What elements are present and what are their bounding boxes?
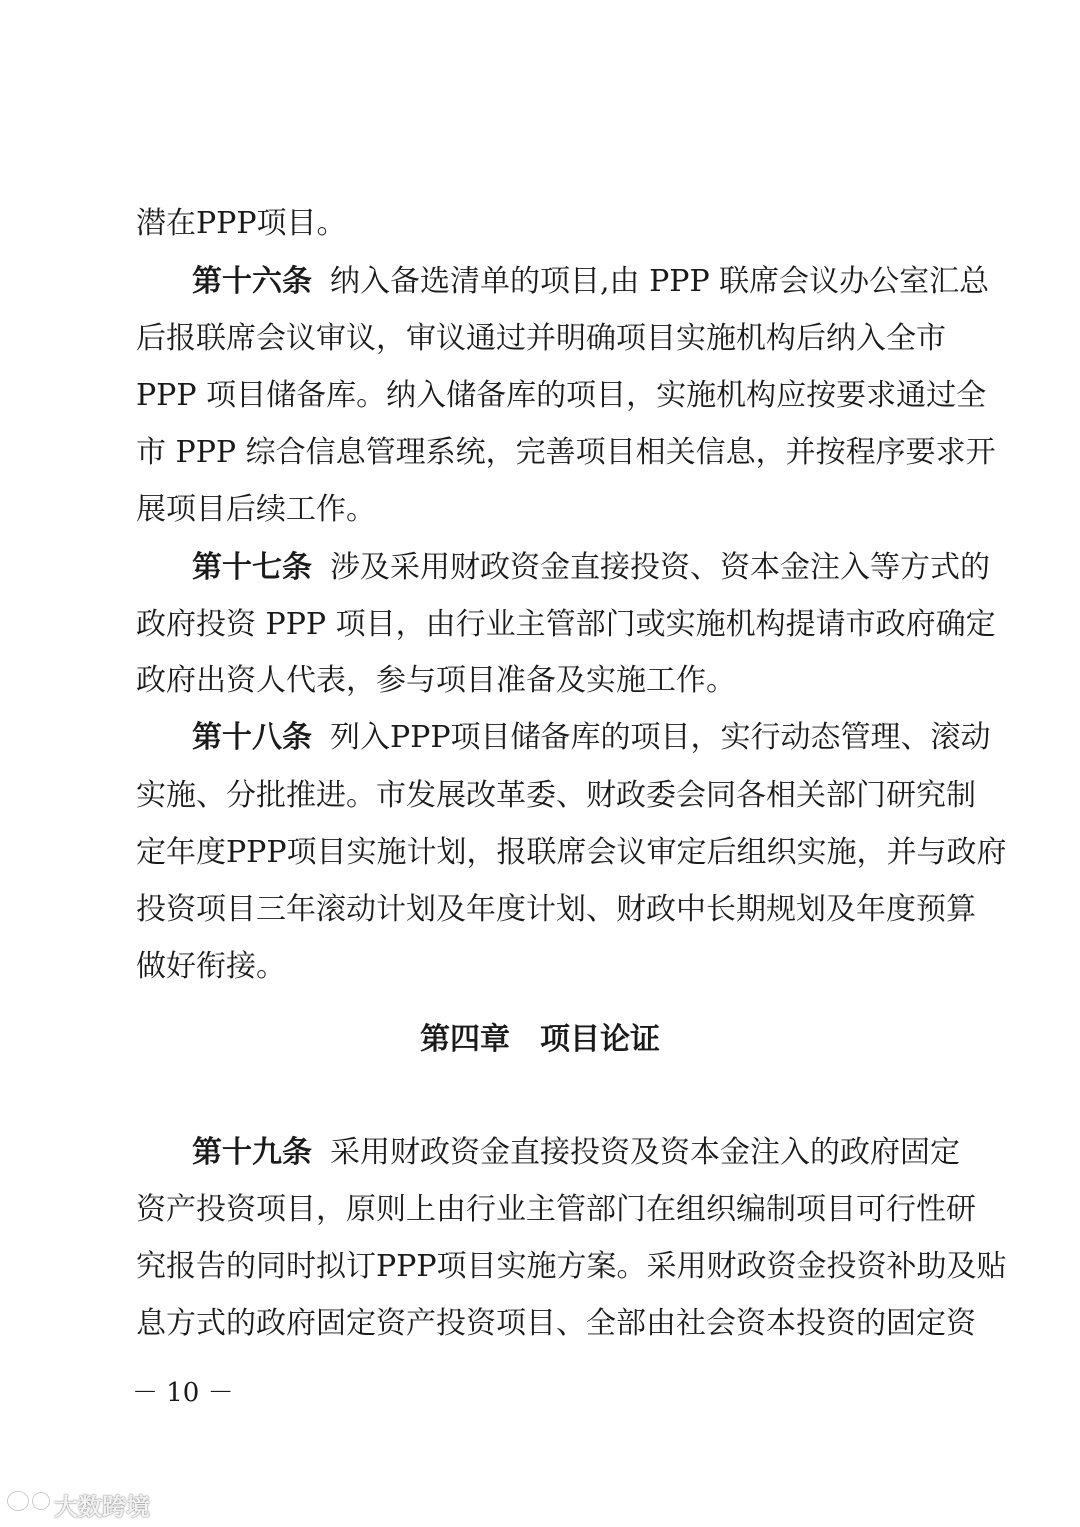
paragraph-line: 后报联席会议审议，审议通过并明确项目实施机构后纳入全市 xyxy=(136,321,946,356)
chapter-heading: 第四章 项目论证 xyxy=(420,1022,660,1057)
paragraph-line: 定年度PPP项目实施计划，报联席会议审定后组织实施，并与政府 xyxy=(136,835,1007,870)
article-18-first-line xyxy=(192,718,991,758)
paragraph-line: 实施、分批推进。市发展改革委、财政委会同各相关部门研究制 xyxy=(136,778,976,813)
paragraph-line: 做好衔接。 xyxy=(136,949,286,984)
paragraph-line: 息方式的政府固定资产投资项目、全部由社会资本投资的固定资 xyxy=(136,1306,976,1341)
page-number: － 10 － xyxy=(132,1378,234,1408)
paragraph-line: 列入PPP项目储备库的项目，实行动态管理、滚动 xyxy=(330,720,991,755)
article-number: 第十八条 xyxy=(192,720,312,755)
chain-logo-icon xyxy=(6,1488,54,1520)
paragraph-line: 采用财政资金直接投资及资本金注入的政府固定 xyxy=(330,1135,960,1170)
paragraph-line: 政府投资 PPP 项目，由行业主管部门或实施机构提请市政府确定 xyxy=(136,607,996,642)
article-19-first-line xyxy=(192,1133,960,1173)
paragraph-line: 投资项目三年滚动计划及年度计划、财政中长期规划及年度预算 xyxy=(136,892,976,927)
article-number: 第十九条 xyxy=(192,1135,312,1170)
paragraph-line: 潜在PPP项目。 xyxy=(136,206,347,241)
paragraph-line: 资产投资项目，原则上由行业主管部门在组织编制项目可行性研 xyxy=(136,1192,976,1227)
watermark-text: 大数跨境 xyxy=(54,1492,150,1521)
article-number: 第十七条 xyxy=(192,550,312,585)
paragraph-line: 涉及采用财政资金直接投资、资本金注入等方式的 xyxy=(330,550,990,585)
paragraph-line: 究报告的同时拟订PPP项目实施方案。采用财政资金投资补助及贴 xyxy=(136,1249,1007,1284)
paragraph-line: 纳入备选清单的项目,由 PPP 联席会议办公室汇总 xyxy=(330,264,990,299)
paragraph-line: 展项目后续工作。 xyxy=(136,492,376,527)
article-number: 第十六条 xyxy=(192,264,312,299)
paragraph-line: PPP 项目储备库。纳入储备库的项目，实施机构应按要求通过全 xyxy=(136,378,987,413)
paragraph-line: 政府出资人代表，参与项目准备及实施工作。 xyxy=(136,663,736,698)
article-17-first-line xyxy=(192,548,990,588)
paragraph-line: 市 PPP 综合信息管理系统，完善项目相关信息，并按程序要求开 xyxy=(136,435,996,470)
watermark xyxy=(6,1488,150,1520)
article-16-first-line xyxy=(192,262,990,302)
